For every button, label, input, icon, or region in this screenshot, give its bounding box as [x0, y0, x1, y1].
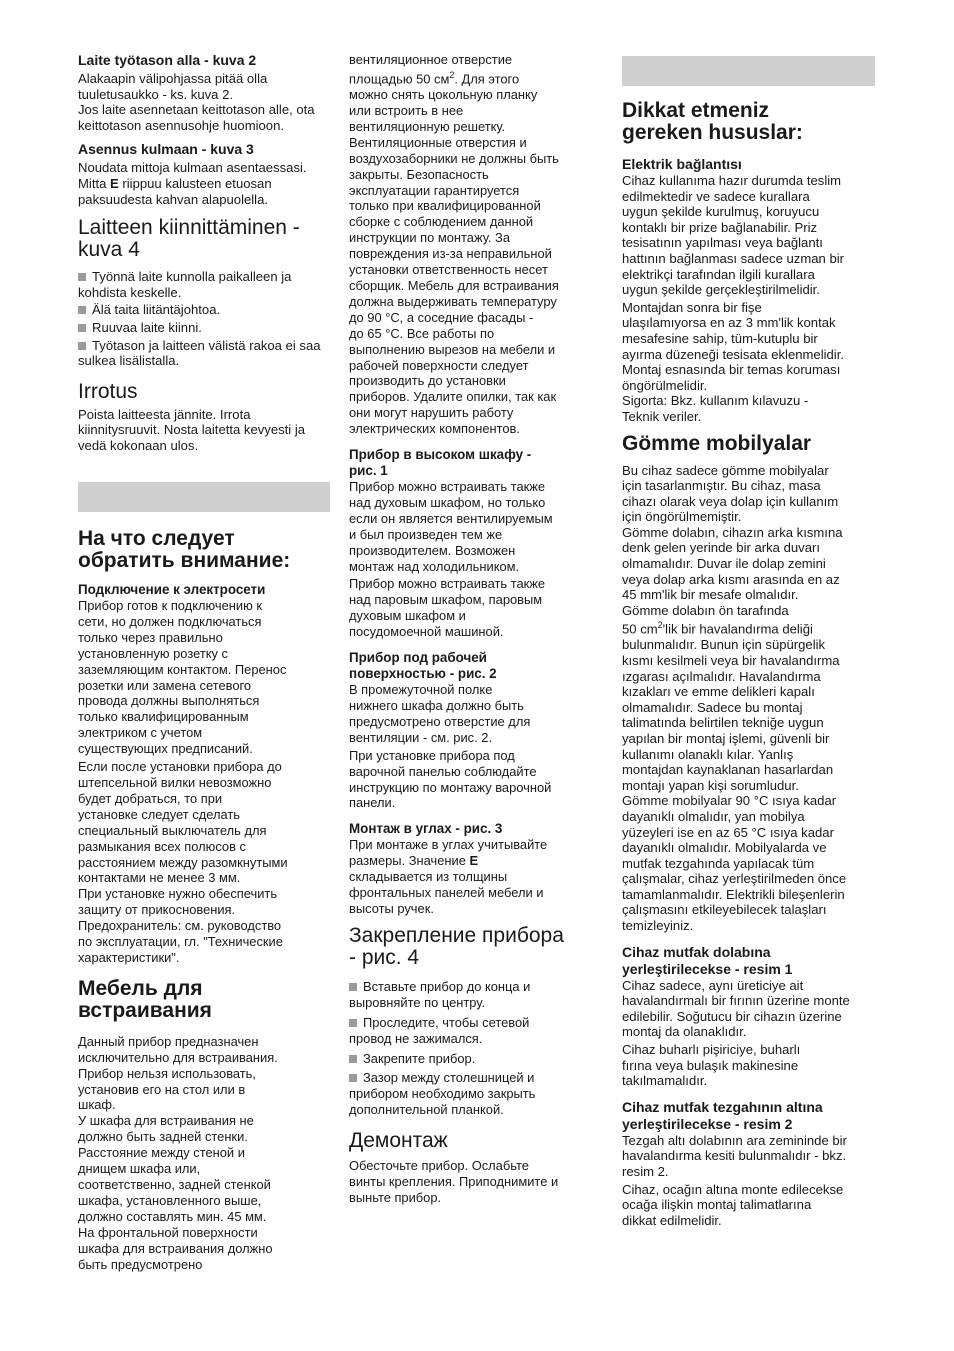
- section-title-tall-cabinet-tr: Cihaz mutfak dolabına yerleştirilecekse - resim 1: [622, 943, 793, 977]
- list-item: Зазор между столешницей и прибором необходимо закрыть дополнительной планкой.: [349, 1070, 536, 1118]
- heading-removal: Irrotus: [78, 379, 138, 403]
- list-item: Työtason ja laitteen välistä rakoa ei saa sulkea lisälistalla.: [78, 337, 321, 369]
- section-text-tall-cabinet-tr-2: Cihaz buharlı pişiriciye, buharlı fırına veya bulaşık makinesine takılmamalıdır.: [622, 1042, 801, 1089]
- bullet-square-icon: [349, 1055, 357, 1063]
- heading-furniture-ru: Мебель для встраивания: [78, 976, 212, 1022]
- bullet-square-icon: [349, 983, 357, 991]
- section-text-under-worktop-tr: Tezgah altı dolabının ara zemininde bir havalandırma kesiti bulunmalıdır - bkz. resim 2.: [622, 1132, 847, 1180]
- section-text-furniture-ru: Данный прибор предназначен исключительно для встраивания. Прибор нельзя использовать, установив его на стол или в шкаф. У шкафа для встраивания не должно быть задней стенки. Расстояние между стеной и днищем шкафа или, соответственно, задней стенкой шкафа, установленного выше, должно составлять мин. 45 мм. На фронтальной поверхности шкафа для встраивания должно быть предусмотрено: [78, 1033, 278, 1272]
- column-turkish: [622, 100, 876, 1228]
- column-russian: [349, 52, 605, 1206]
- section-title-tall-cabinet-ru: Прибор в высоком шкафу - рис. 1: [349, 447, 532, 479]
- section-text-under-worktop-tr-2: Cihaz, ocağın altına monte edilecekse ocağa ilişkin montaj talimatlarına dikkat edilmelidir.: [622, 1181, 844, 1228]
- section-text-tall-cabinet-ru-2: Прибор можно встраивать также над паровым шкафом, паровым духовым шкафом и посудомоечной машиной.: [349, 576, 546, 640]
- section-band-turkish: [622, 56, 875, 86]
- section-title-under-worktop: Laite työtason alla - kuva 2: [78, 52, 257, 68]
- list-item: Вставьте прибор до конца и выровняйте по центру.: [349, 978, 531, 1010]
- section-text-electrical-ru-2: Если после установки прибора до штепсельной вилки невозможно будет добраться, то при установке следует сделать специальный выключатель для размыкания всех полюсов с расстоянием между разомкнутыми контактами не менее 3 мм. При установке нужно обеспечить защиту от прикосновения. Предохранитель: см. руководство по эксплуатации, гл. "Технические характеристики".: [78, 759, 288, 965]
- russian-section-start: [78, 528, 334, 1272]
- section-text-under-worktop: Alakaapin välipohjassa pitää olla tuuletusaukko - ks. kuva 2. Jos laite asennetaan keittotason alle, ota keittotason asennusohje huomioon.: [78, 71, 315, 133]
- heading-removal-ru: Демонтаж: [349, 1129, 448, 1153]
- removal-text-ru: Обесточьте прибор. Ослабьте винты крепления. Приподнимите и выньте прибор.: [349, 1158, 559, 1205]
- bullet-square-icon: [78, 324, 86, 332]
- removal-text: Poista laitteesta jännite. Irrota kiinnitysruuvit. Nosta laitetta kevyesti ja vedä kokonaan ulos.: [78, 406, 306, 453]
- list-item: Проследите, чтобы сетевой провод не зажимался.: [349, 1014, 530, 1046]
- section-title-corner: Asennus kulmaan - kuva 3: [78, 141, 254, 158]
- section-band-russian: [78, 482, 330, 512]
- section-text-furniture-ru-cont: вентиляционное отверстие площадью 50 $см^2$. Для этого можно снять цокольную планку или встроить в нее вентиляционную решетку. Вентиляционные отверстия и воздухозаборники не должны быть закрыты. Безопасность эксплуатации гарантируется только при квалифицированной сборке с соблюдением данной инструкции по монтажу. За повреждения из-за неправильной установки ответственность несет сборщик. Мебель для встраивания должна выдерживать температуру до 90 °C, а соседние фасады - до 65 °C. Все работы по выполнению вырезов на мебели и рабочей поверхности следует производить до установки приборов. Удалите опилки, так как они могут нарушить работу электрических компонентов.: [349, 52, 559, 437]
- bullet-square-icon: [78, 306, 86, 314]
- section-text-corner: Noudata mittoja kulmaan asentaessasi. Mitta E riippuu kalusteen etuosan paksuudesta kahvan alapuolella.: [78, 160, 307, 207]
- section-text-electrical-tr: Cihaz kullanıma hazır durumda teslim edilmektedir ve sadece kurallara uygun şekilde kurulmuş, koruyucu kontaklı bir prize bağlanabilir. Priz tesisatının yapılması veya bağlantı hattının bağlanması sadece uzman bir elektrikçi tarafından ilgili kurallara uygun şekilde gerçekleştirilmelidir.: [622, 173, 844, 298]
- bullet-square-icon: [349, 1074, 357, 1082]
- section-text-electrical-ru: Прибор готов к подключению к сети, но должен подключаться только через правильно установленную розетку с заземляющим контактом. Перенос розетки или замена сетевого провода должны выполняться только квалифицированным электриком с учетом существующих предписаний.: [78, 598, 287, 757]
- column-finnish: [78, 52, 332, 454]
- section-title-under-worktop-ru: Прибор под рабочей поверхностью - рис. 2: [349, 650, 497, 682]
- section-text-under-worktop-ru-2: При установке прибора под варочной панелью соблюдайте инструкцию по монтажу варочной панели.: [349, 747, 552, 811]
- list-item: Ruuvaa laite kiinni.: [78, 320, 332, 336]
- section-text-tall-cabinet-tr: Cihaz sadece, aynı üreticiye ait havalandırmalı bir fırının üzerine monte edilebilir. Soğutucu bir cihazın üzerine montaj da olanaklıdır.: [622, 977, 850, 1040]
- list-item: Закрепите прибор.: [349, 1051, 605, 1067]
- section-text-electrical-tr-2: Montajdan sonra bir fişe ulaşılamıyorsa en az 3 mm'lik kontak mesafesine sahip, tüm-kutuplu bir ayırma düzeneği tesisata eklenmelidir. Montaj esnasında bir temas koruması öngörülmelidir. Sigorta: Bkz. kullanım kılavuzu - Teknik veriler.: [622, 299, 844, 424]
- list-item: Älä taita liitäntäjohtoa.: [78, 302, 332, 318]
- section-title-electrical-tr: Elektrik bağlantısı: [622, 156, 742, 172]
- bullet-square-icon: [78, 273, 86, 281]
- heading-fixing-ru: Закрепление прибора - рис. 4: [349, 923, 564, 969]
- bullet-square-icon: [78, 342, 86, 350]
- list-item: Työnnä laite kunnolla paikalleen ja kohdista keskelle.: [78, 269, 292, 300]
- section-text-furniture-tr: Bu cihaz sadece gömme mobilyalar için tasarlanmıştır. Bu cihaz, masa cihazı olarak veya dolap için kullanım için öngörülmemiştir. Gömme dolabın, cihazın arka kısmına denk gelen yerinde bir arka duvarı olmamalıdır. Duvar ile dolap zemini veya dolap arka kısmı arasında en az 45 mm'lik bir mesafe olmalıdır. Gömme dolabın ön tarafında 50 $cm^2'lik$ bir havalandırma deliği bulunmalıdır. Bunun için süpürgelik kısmı kesilmeli veya bir havalandırma ızgarası açılmalıdır. Havalandırma kızakları ve emme delikleri kapalı olmamalıdır. Sadece bu montaj talimatında belirtilen tekniğe uygun yapılan bir montaj işlemi, güvenli bir kullanımı olanaklı kılar. Yanlış montajdan kaynaklanan hasarlardan montajı yapan kişi sorumludur. Gömme mobilyalar 90 °C ısıya kadar dayanıklı olmalıdır, yan mobilya yüzeyleri ise en az 65 °C ısıya kadar dayanıklı olmalıdır. Mobilyalarda ve mutfak tezgahında yapılacak tüm çalışmalar, cihaz yerleştirilmeden önce tamamlanmalıdır. Elektrikli bileşenlerin çalışmasını etkileyebilecek talaşları temizleyiniz.: [622, 462, 847, 934]
- section-text-tall-cabinet-ru: Прибор можно встраивать также над духовым шкафом, но только если он является вентилируемым и был произведен тем же производителем. Возможен монтаж над холодильником.: [349, 479, 553, 574]
- heading-fixing: Laitteen kiinnittäminen - kuva 4: [78, 216, 300, 262]
- bullet-square-icon: [349, 1019, 357, 1027]
- heading-attention-tr: Dikkat etmeniz gereken hususlar:: [622, 99, 803, 144]
- section-title-under-worktop-tr: Cihaz mutfak tezgahının altına yerleştirilecekse - resim 2: [622, 1098, 823, 1132]
- section-text-corner-ru: При монтаже в углах учитывайте размеры. Значение E складывается из толщины фронтальных панелей мебели и высоты ручек.: [349, 837, 548, 916]
- section-title-corner-ru: Монтаж в углах - рис. 3: [349, 821, 503, 837]
- heading-attention-ru: На что следует обратить внимание:: [78, 527, 291, 572]
- heading-furniture-tr: Gömme mobilyalar: [622, 431, 812, 455]
- section-title-electrical-ru: Подключение к электросети: [78, 582, 266, 597]
- section-text-under-worktop-ru: В промежуточной полке нижнего шкафа должно быть предусмотрено отверстие для вентиляции - см. рис. 2.: [349, 682, 531, 745]
